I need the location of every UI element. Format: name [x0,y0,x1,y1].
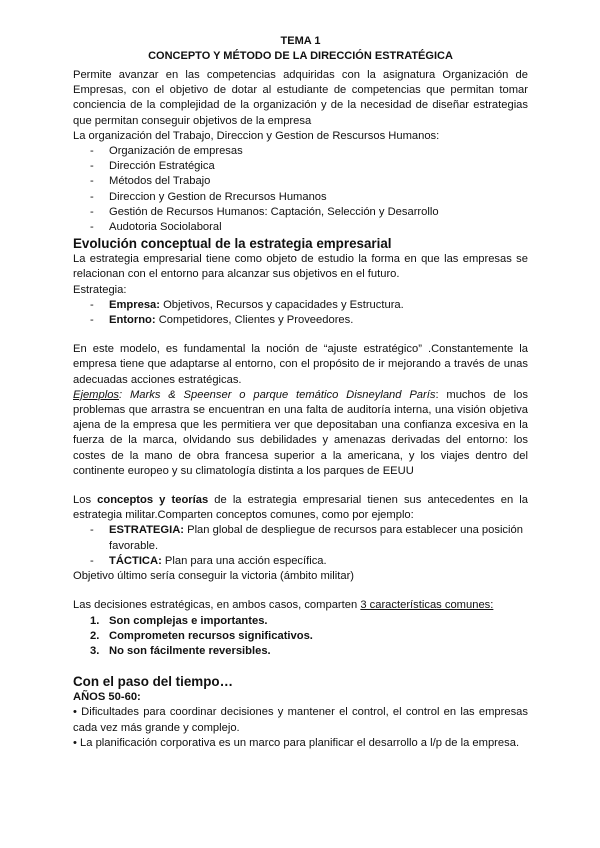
example-italic: : Marks & Speenser o parque temático Disneyland París [119,388,436,401]
objective-line: Objetivo último sería conseguir la victoria (ámbito militar) [73,570,355,583]
org-line: La organización del Trabajo, Direccion y Gestion de Rescursos Humanos: [73,129,440,142]
example-label: Ejemplos [73,388,120,401]
document-page [73,34,528,751]
list-item [73,298,528,313]
list-item [73,629,528,644]
list-item [73,614,528,629]
list-item [73,554,528,569]
decisions-underlined: 3 características comunes: [360,599,494,612]
item-number: 1. [90,614,100,627]
list-item: - Organización de empresas [73,144,528,159]
characteristics-list [73,614,528,660]
list-item [73,313,528,328]
item-text: Competidores, Clientes y Proveedores. [155,314,354,327]
concepts-pre: Los [73,494,98,507]
item-text: Son complejas e importantes. [109,614,268,627]
item-text: No son fácilmente reversibles. [109,644,271,657]
org-list [73,144,528,235]
example-text: : muchos de los problemas que arrastra se encuentran en una falta de auditoría interna, una visión objetiva ajena de la empresa que les permitiera ver que depositaban una confianza excesiva en la fuerza de la marca, olvidando sus debilidades y amenazas derivadas del entorno: los costes de la mano de obra francesa superior a la americana, y los viajes dentro del continente europeo y su climatología distinta a los parques de EEUU [73,388,528,477]
list-item: - Audotoria Sociolaboral [73,220,528,235]
list-item: - Métodos del Trabajo [73,174,528,189]
item-bold: Entorno: [109,314,156,327]
item-bold: ESTRATEGIA: [109,524,184,537]
concepts-bold: conceptos y teorías [97,494,209,507]
title-line-2: CONCEPTO Y MÉTODO DE LA DIRECCIÓN ESTRATÉGICA [148,50,453,62]
item-bold: Empresa: [109,298,160,311]
concepts-post: de la estrategia empresarial tienen sus antecedentes en la estrategia militar.Comparten conceptos comunes, como por ejemplo: [73,494,528,522]
section1-paragraph: La estrategia empresarial tiene como objeto de estudio la forma en que las empresas se relacionan con el entorno para alcanzar sus objetivos en el futuro. [73,253,528,281]
item-text: Objetivos, Recursos y capacidades y Estructura. [160,298,404,311]
military-list [73,523,528,569]
strategy-label: Estrategia: [73,283,127,296]
item-text: Comprometen recursos significativos. [109,629,313,642]
model-paragraph: En este modelo, es fundamental la noción de “ajuste estratégico” .Constantemente la empresa tiene que adaptarse al entorno, con el propósito de ir mejorando a través de unas adecuadas acciones estratégicas. [73,343,528,386]
section-heading-tiempo: Con el paso del tiempo… [73,674,233,690]
section-heading-evolucion: Evolución conceptual de la estrategia empresarial [73,236,392,252]
title-line-1: TEMA 1 [280,35,321,47]
list-item [73,644,528,659]
concepts-paragraph [73,493,528,523]
item-text: Plan para una acción específica. [161,554,327,567]
strategy-list [73,298,528,328]
item-bold: TÁCTICA: [109,554,162,567]
years-label: AÑOS 50-60: [73,691,141,704]
item-text: Plan global de despliegue de recursos para establecer una posición favorable. [109,524,523,552]
list-item: - Dirección Estratégica [73,159,528,174]
intro-paragraph: Permite avanzar en las competencias adquiridas con la asignatura Organización de Empresas, con el objetivo de dotar al estudiante de competencias que permitan tomar conciencia de la complejidad de la organización y de la necesidad de diseñar estrategias que permitan conseguir objetivos de la empresa [73,69,528,127]
decisions-pre: Las decisiones estratégicas, en ambos casos, comparten [73,599,361,612]
item-number: 2. [90,629,100,642]
decisions-line [73,598,528,613]
item-number: 3. [90,644,100,657]
list-item: - Direccion y Gestion de Rrecursos Humanos [73,190,528,205]
example-paragraph [73,388,528,479]
years-bullet: • La planificación corporativa es un marco para planificar el desarrollo a l/p de la empresa. [73,736,520,749]
list-item [73,523,528,553]
years-bullet: • Dificultades para coordinar decisiones y mantener el control, el control en las empresas cada vez más grande y complejo. [73,706,528,734]
list-item: - Gestión de Recursos Humanos: Captación, Selección y Desarrollo [73,205,528,220]
